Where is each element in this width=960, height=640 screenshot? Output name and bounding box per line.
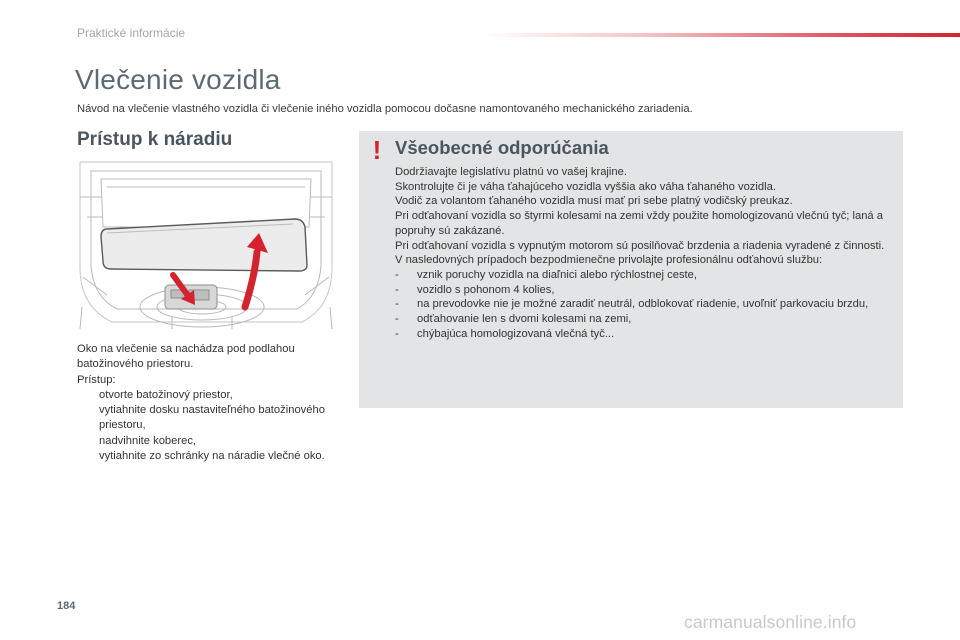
page-title: Vlečenie vozidla xyxy=(75,64,281,95)
list-item: nadvihnite koberec, xyxy=(99,434,197,447)
tool-access-text xyxy=(77,342,342,464)
access-steps-list xyxy=(77,388,342,464)
list-item: - vznik poruchy vozidla na diaľnici alebo rýchlostnej ceste, xyxy=(395,268,697,281)
tool-access-heading: Prístup k náradiu xyxy=(77,129,233,150)
dash-marker: - xyxy=(395,313,399,326)
professional-service-cases-list xyxy=(395,268,897,342)
dash-marker: - xyxy=(395,298,399,311)
trunk-illustration xyxy=(77,157,335,330)
list-item: - odťahovanie len s dvomi kolesami na zemi, xyxy=(395,313,632,326)
recommendation-line: Pri odťahovaní vozidla so štyrmi kolesami na zemi vždy použite homologizovanú vlečnú tyč; laná a popruhy sú zakázané. xyxy=(395,210,883,237)
dash-marker: - xyxy=(395,268,399,281)
header-gradient-rule xyxy=(480,33,960,37)
recommendation-line: Vodič za volantom ťahaného vozidla musí mať pri sebe platný vodičský preukaz. xyxy=(395,195,793,208)
list-item: - chýbajúca homologizovaná vlečná tyč... xyxy=(395,327,615,340)
list-item: vytiahnite zo schránky na náradie vlečné oko. xyxy=(99,450,325,463)
list-item: - vozidlo s pohonom 4 kolies, xyxy=(395,283,555,296)
recommendation-line: V nasledovných prípadoch bezpodmienečne privolajte profesionálnu odťahovú službu: xyxy=(395,254,823,267)
list-item: - na prevodovke nie je možné zaradiť neutrál, odblokovať riadenie, uvoľniť parkovaciu brzdu, xyxy=(395,298,869,311)
page-number: 184 xyxy=(57,600,76,612)
intro-text: Návod na vlečenie vlastného vozidla či vlečenie iného vozidla pomocou dočasne namontovaného mechanického zariadenia. xyxy=(77,103,693,115)
recommendations-text xyxy=(395,165,897,341)
general-recommendations-heading: Všeobecné odporúčania xyxy=(395,137,609,158)
section-label: Praktické informácie xyxy=(77,26,186,40)
general-recommendations-panel xyxy=(359,131,903,408)
dash-marker: - xyxy=(395,283,399,296)
list-item: otvorte batožinový priestor, xyxy=(99,388,233,401)
recommendation-line: Dodržiavajte legislatívu platnú vo vašej krajine. xyxy=(395,166,627,178)
recommendation-line: Skontrolujte či je váha ťahajúceho vozidla vyššia ako váha ťahaného vozidla. xyxy=(395,180,776,193)
trunk-drawing xyxy=(77,157,335,330)
dash-marker: - xyxy=(395,327,399,340)
list-item: vytiahnite dosku nastaviteľného batožinového priestoru, xyxy=(99,404,325,432)
watermark: carmanualsonline.info xyxy=(684,612,857,632)
warning-exclamation-icon: ! xyxy=(372,135,382,165)
tow-eye-location-text: Oko na vlečenie sa nachádza pod podlahou batožinového priestoru. xyxy=(77,343,295,371)
access-label: Prístup: xyxy=(77,373,116,386)
recommendation-line: Pri odťahovaní vozidla s vypnutým motorom sú posilňovač brzdenia a riadenia vyradené z činnosti. xyxy=(395,239,885,252)
